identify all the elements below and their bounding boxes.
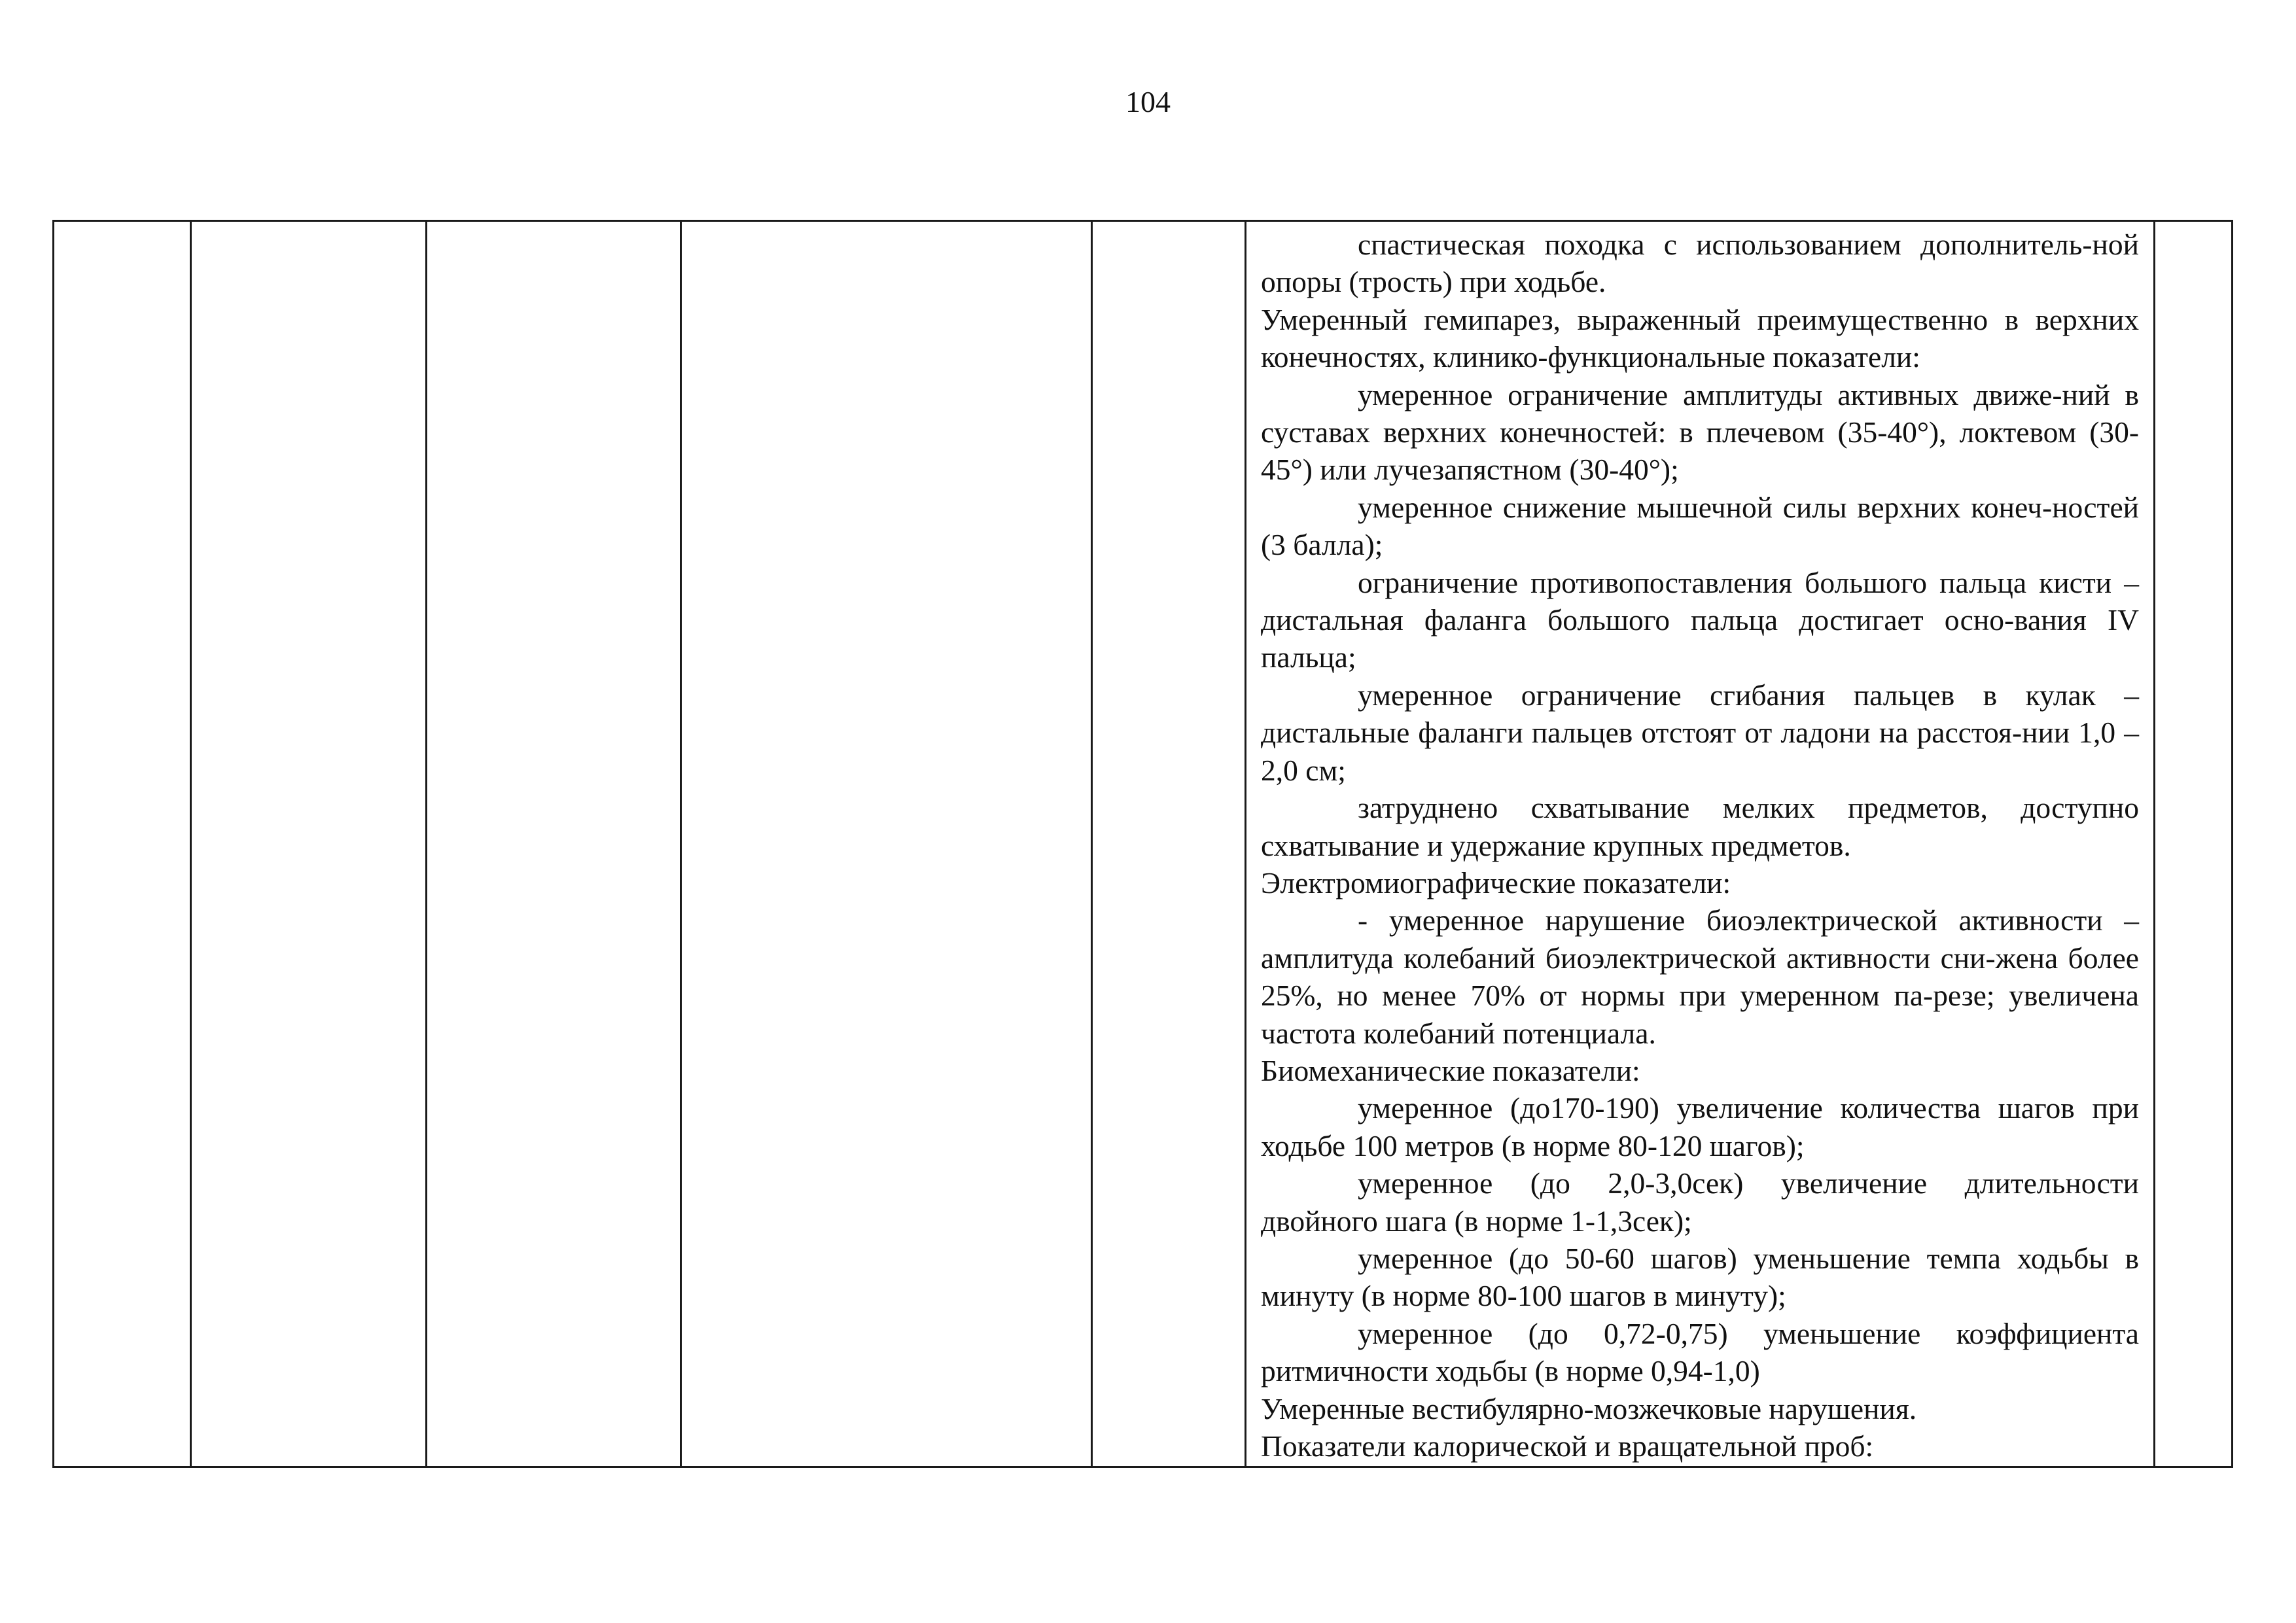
paragraph: - умеренное нарушение биоэлектрической активности – амплитуда колебаний биоэлектрической активности сни-жена более 25%, но менее 70% от нормы при умеренном па-резе; увеличена частота колебаний потенциала. <box>1261 903 2139 1050</box>
paragraph: умеренное (до 0,72-0,75) уменьшение коэффициента ритмичности ходьбы (в норме 0,94-1,0) <box>1261 1316 2139 1388</box>
paragraph: спастическая походка с использованием дополнитель-ной опоры (трость) при ходьбе. <box>1261 228 2139 299</box>
table-cell-col-3 <box>427 221 681 1467</box>
paragraph: умеренное (до 2,0-3,0сек) увеличение длительности двойного шага (в норме 1-1,3сек); <box>1261 1166 2139 1238</box>
paragraph: затруднено схватывание мелких предметов, доступно схватывание и удержание крупных предметов. <box>1261 791 2139 862</box>
page-number: 104 <box>1125 85 1171 118</box>
paragraph: Умеренные вестибулярно-мозжечковые нарушения. <box>1261 1391 1917 1425</box>
table-cell-col-1 <box>54 221 191 1467</box>
paragraph: умеренное ограничение сгибания пальцев в кулак – дистальные фаланги пальцев отстоят от ладони на расстоя-нии 1,0 – 2,0 см; <box>1261 678 2139 787</box>
criteria-table <box>52 220 2233 1468</box>
table-cell-col-5 <box>1092 221 1246 1467</box>
table-cell-col-4 <box>681 221 1092 1467</box>
paragraph: умеренное ограничение амплитуды активных движе-ний в суставах верхних конечностей: в плечевом (35-40°), локтевом (30-45°) или лучезапястном (30-40°); <box>1261 377 2139 487</box>
clinical-criteria-cell <box>1246 221 2155 1467</box>
paragraph: ограничение противопоставления большого пальца кисти – дистальная фаланга большого пальца достигает осно-вания IV пальца; <box>1261 565 2139 674</box>
paragraph: Показатели калорической и вращательной проб: <box>1261 1429 1874 1463</box>
table-cell-col-2 <box>191 221 427 1467</box>
paragraph: умеренное (до170-190) увеличение количества шагов при ходьбе 100 метров (в норме 80-120 шагов); <box>1261 1091 2139 1162</box>
table-cell-col-7 <box>2155 221 2233 1467</box>
paragraph: Умеренный гемипарез, выраженный преимущественно в верхних конечностях, клинико-функциональные показатели: <box>1261 302 2139 374</box>
paragraph: Электромиографические показатели: <box>1261 865 1731 899</box>
paragraph: умеренное снижение мышечной силы верхних конеч-ностей (3 балла); <box>1261 490 2139 562</box>
paragraph: Биомеханические показатели: <box>1261 1053 1640 1087</box>
table-row <box>54 221 2233 1467</box>
paragraph: умеренное (до 50-60 шагов) уменьшение темпа ходьбы в минуту (в норме 80-100 шагов в минуту); <box>1261 1241 2139 1313</box>
